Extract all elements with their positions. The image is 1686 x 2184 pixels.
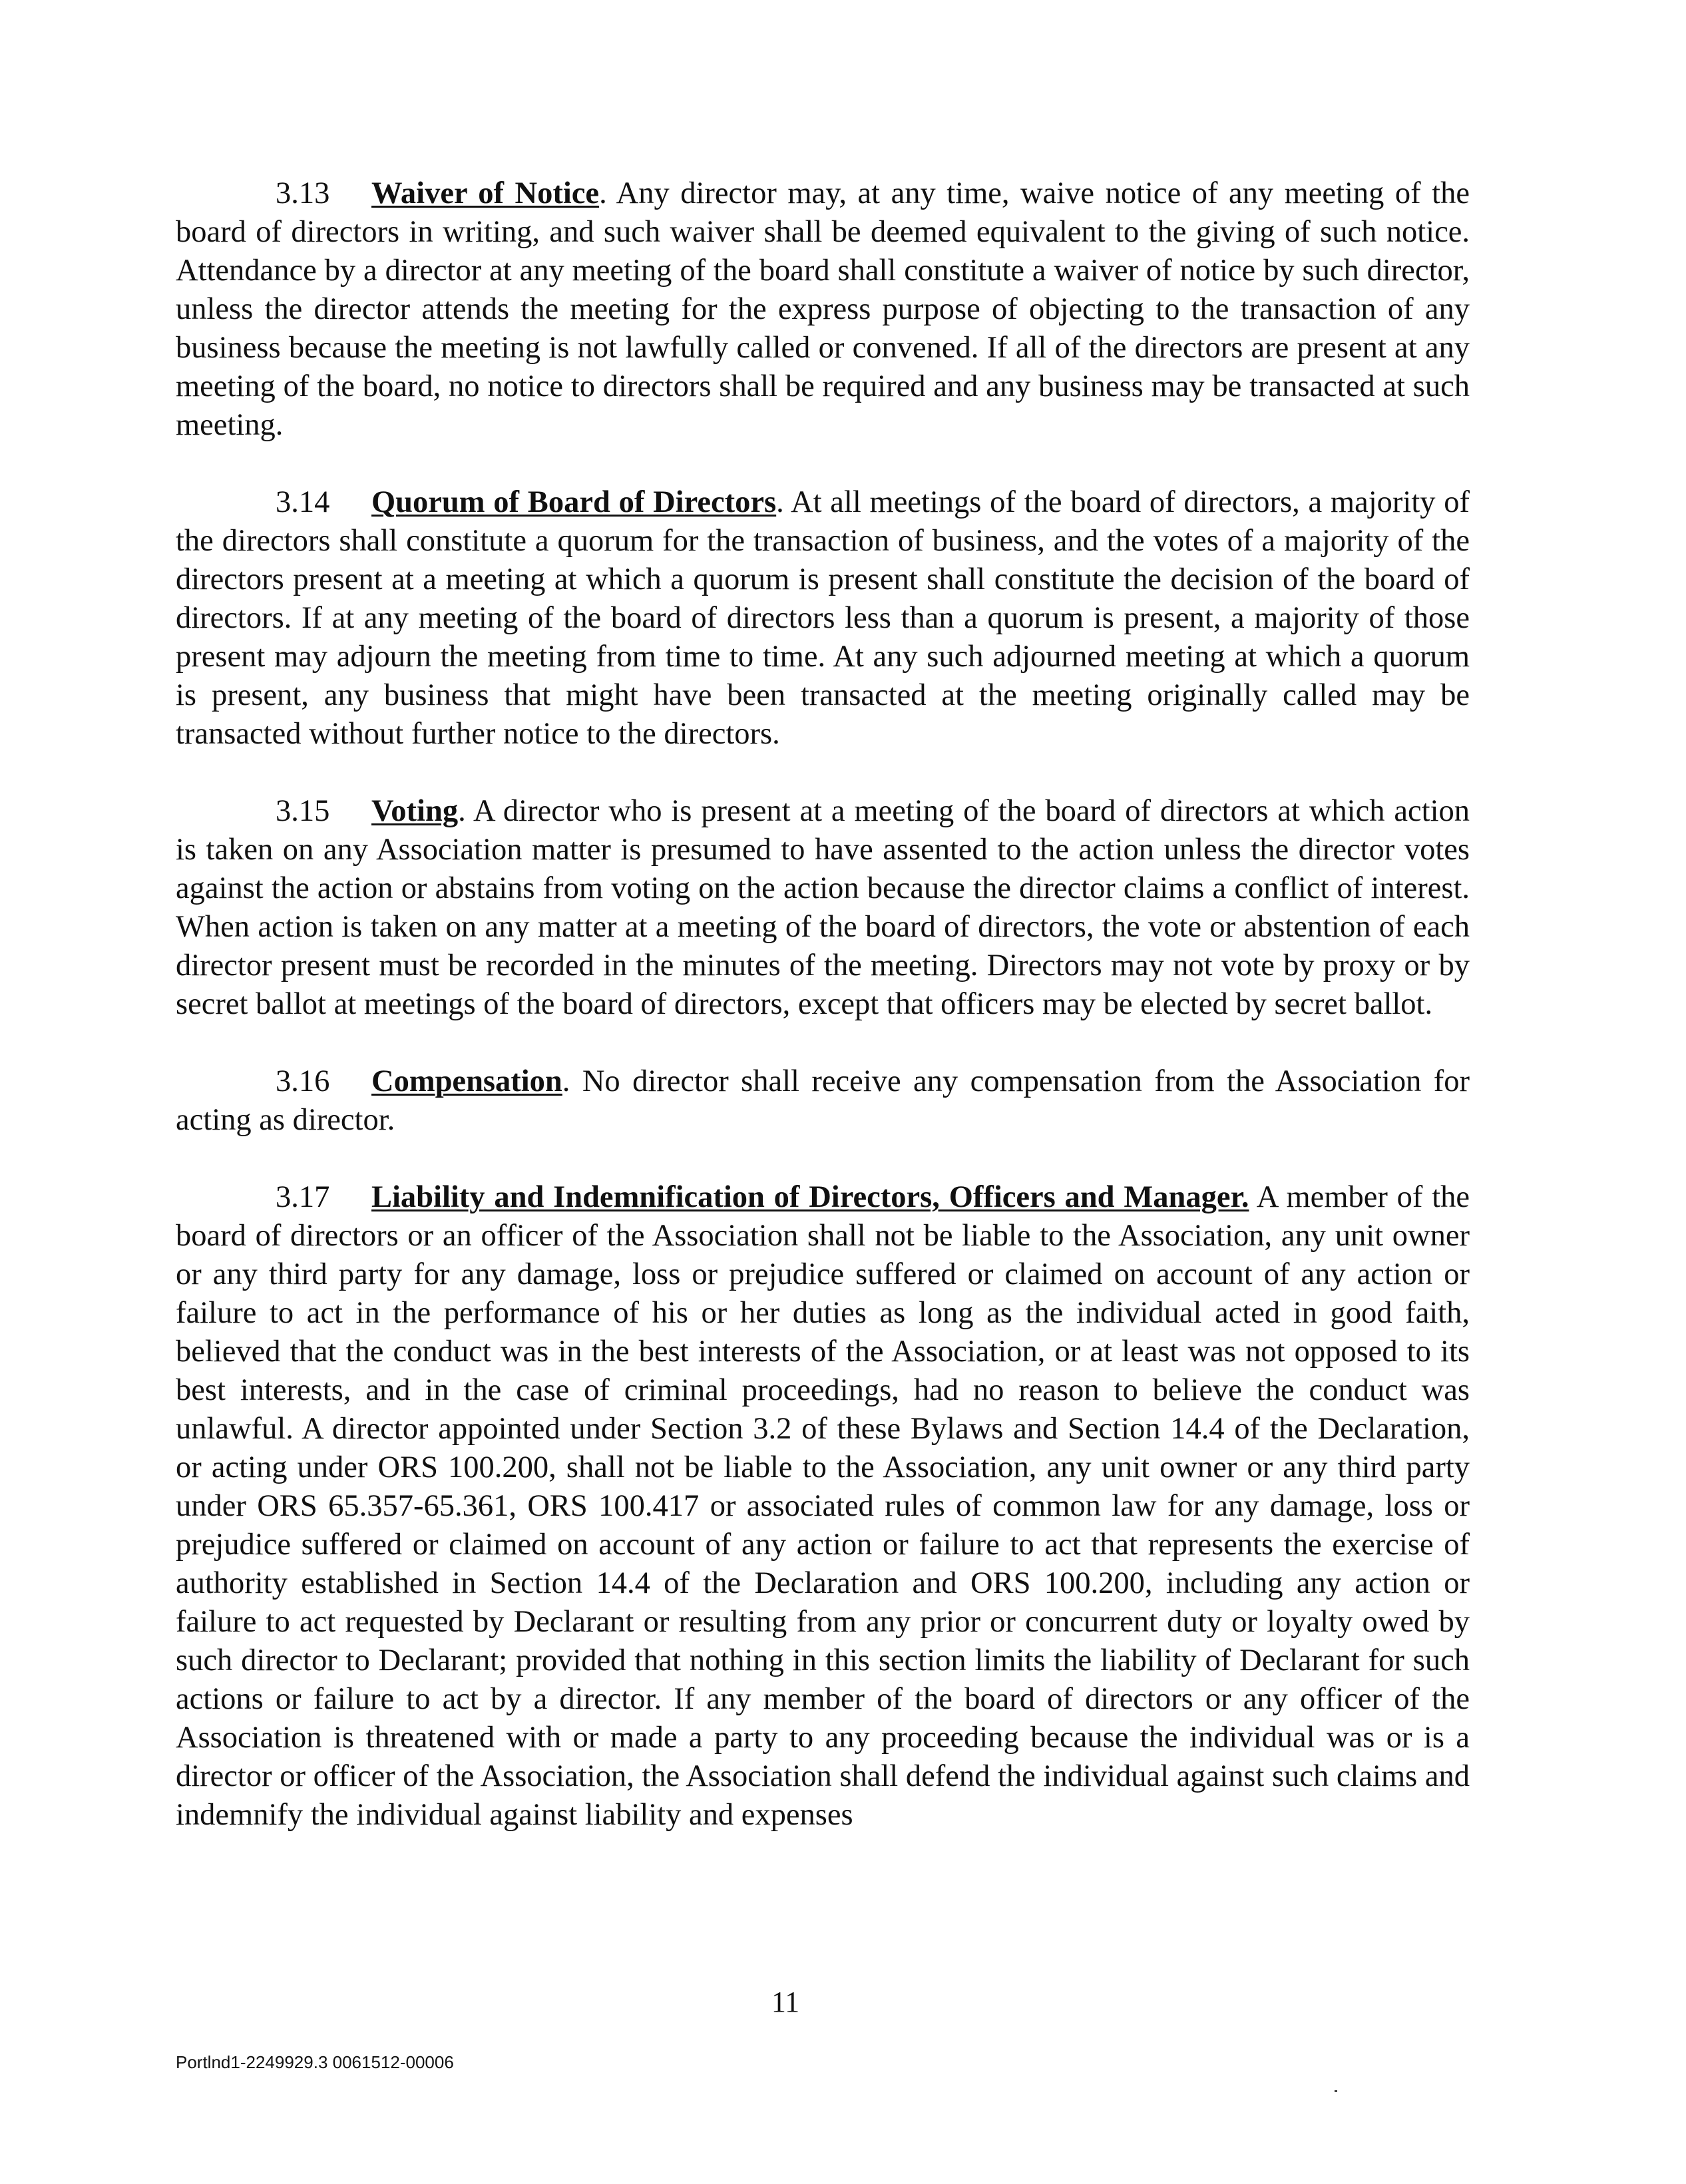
section-number: 3.13 [276,176,330,210]
section-heading: Liability and Indemnification of Directors, Officers and Manager. [371,1180,1249,1214]
section-heading: Voting [371,794,459,828]
section-heading: Waiver of Notice [371,176,600,210]
section-number: 3.15 [276,794,330,828]
section-3-13 [176,174,1470,445]
scan-speck [1335,2090,1337,2092]
section-text: A member of the board of directors or an officer of the Association shall not be liable to the Association, any unit owner or any third party for any damage, loss or prejudice suffered or claimed on account of any action or failure to act in the performance of his or her duties as long as the individual acted in good faith, believed that the conduct was in the best interests of the Association, or at least was not opposed to its best interests, and in the case of criminal proceedings, had no reason to believe the conduct was unlawful. A director appointed under Section 3.2 of these Bylaws and Section 14.4 of the Declaration, or acting under ORS 100.200, shall not be liable to the Association, any unit owner or any third party under ORS 65.357-65.361, ORS 100.417 or associated rules of common law for any damage, loss or prejudice suffered or claimed on account of any action or failure to act that represents the exercise of authority established in Section 14.4 of the Declaration and ORS 100.200, including any action or failure to act requested by Declarant or resulting from any prior or concurrent duty or loyalty owed by such director to Declarant; provided that nothing in this section limits the liability of Declarant for such actions or failure to act by a director. If any member of the board of directors or any officer of the Association is threatened with or made a party to any proceeding because the individual was or is a director or officer of the Association, the Association shall defend the individual against such claims and indemnify the individual against liability and expenses [176,1180,1470,1832]
section-text: . No director shall receive any compensation from the Association for acting as director. [176,1064,1470,1137]
section-number: 3.14 [276,485,330,519]
section-heading: Quorum of Board of Directors [371,485,777,519]
section-3-16 [176,1062,1470,1140]
section-3-14 [176,483,1470,754]
page-number: 11 [771,1986,800,2018]
section-text: . A director who is present at a meeting of the board of directors at which action is taken on any Association matter is presumed to have assented to the action unless the director votes against the action or abstains from voting on the action because the director claims a conflict of interest. When action is taken on any matter at a meeting of the board of directors, the vote or abstention of each director present must be recorded in the minutes of the meeting. Directors may not vote by proxy or by secret ballot at meetings of the board of directors, except that officers may be elected by secret ballot. [176,794,1470,1021]
section-heading: Compensation [371,1064,562,1098]
section-3-15 [176,792,1470,1024]
section-text: . At all meetings of the board of directors, a majority of the directors shall constitute a quorum for the transaction of business, and the votes of a majority of the directors present at a meeting at which a quorum is present shall constitute the decision of the board of directors. If at any meeting of the board of directors less than a quorum is present, a majority of those present may adjourn the meeting from time to time. At any such adjourned meeting at which a quorum is present, any business that might have been transacted at the meeting originally called may be transacted without further notice to the directors. [176,485,1470,751]
section-number: 3.16 [276,1064,330,1098]
section-text: . Any director may, at any time, waive notice of any meeting of the board of directors in writing, and such waiver shall be deemed equivalent to the giving of such notice. Attendance by a director at any meeting of the board shall constitute a waiver of notice by such director, unless the director attends the meeting for the express purpose of objecting to the transaction of any business because the meeting is not lawfully called or convened. If all of the directors are present at any meeting of the board, no notice to directors shall be required and any business may be transacted at such meeting. [176,176,1470,442]
document-id: Portlnd1-2249929.3 0061512-00006 [176,2052,454,2072]
section-number: 3.17 [276,1180,330,1214]
section-3-17 [176,1178,1470,1835]
document-body [176,174,1470,1873]
